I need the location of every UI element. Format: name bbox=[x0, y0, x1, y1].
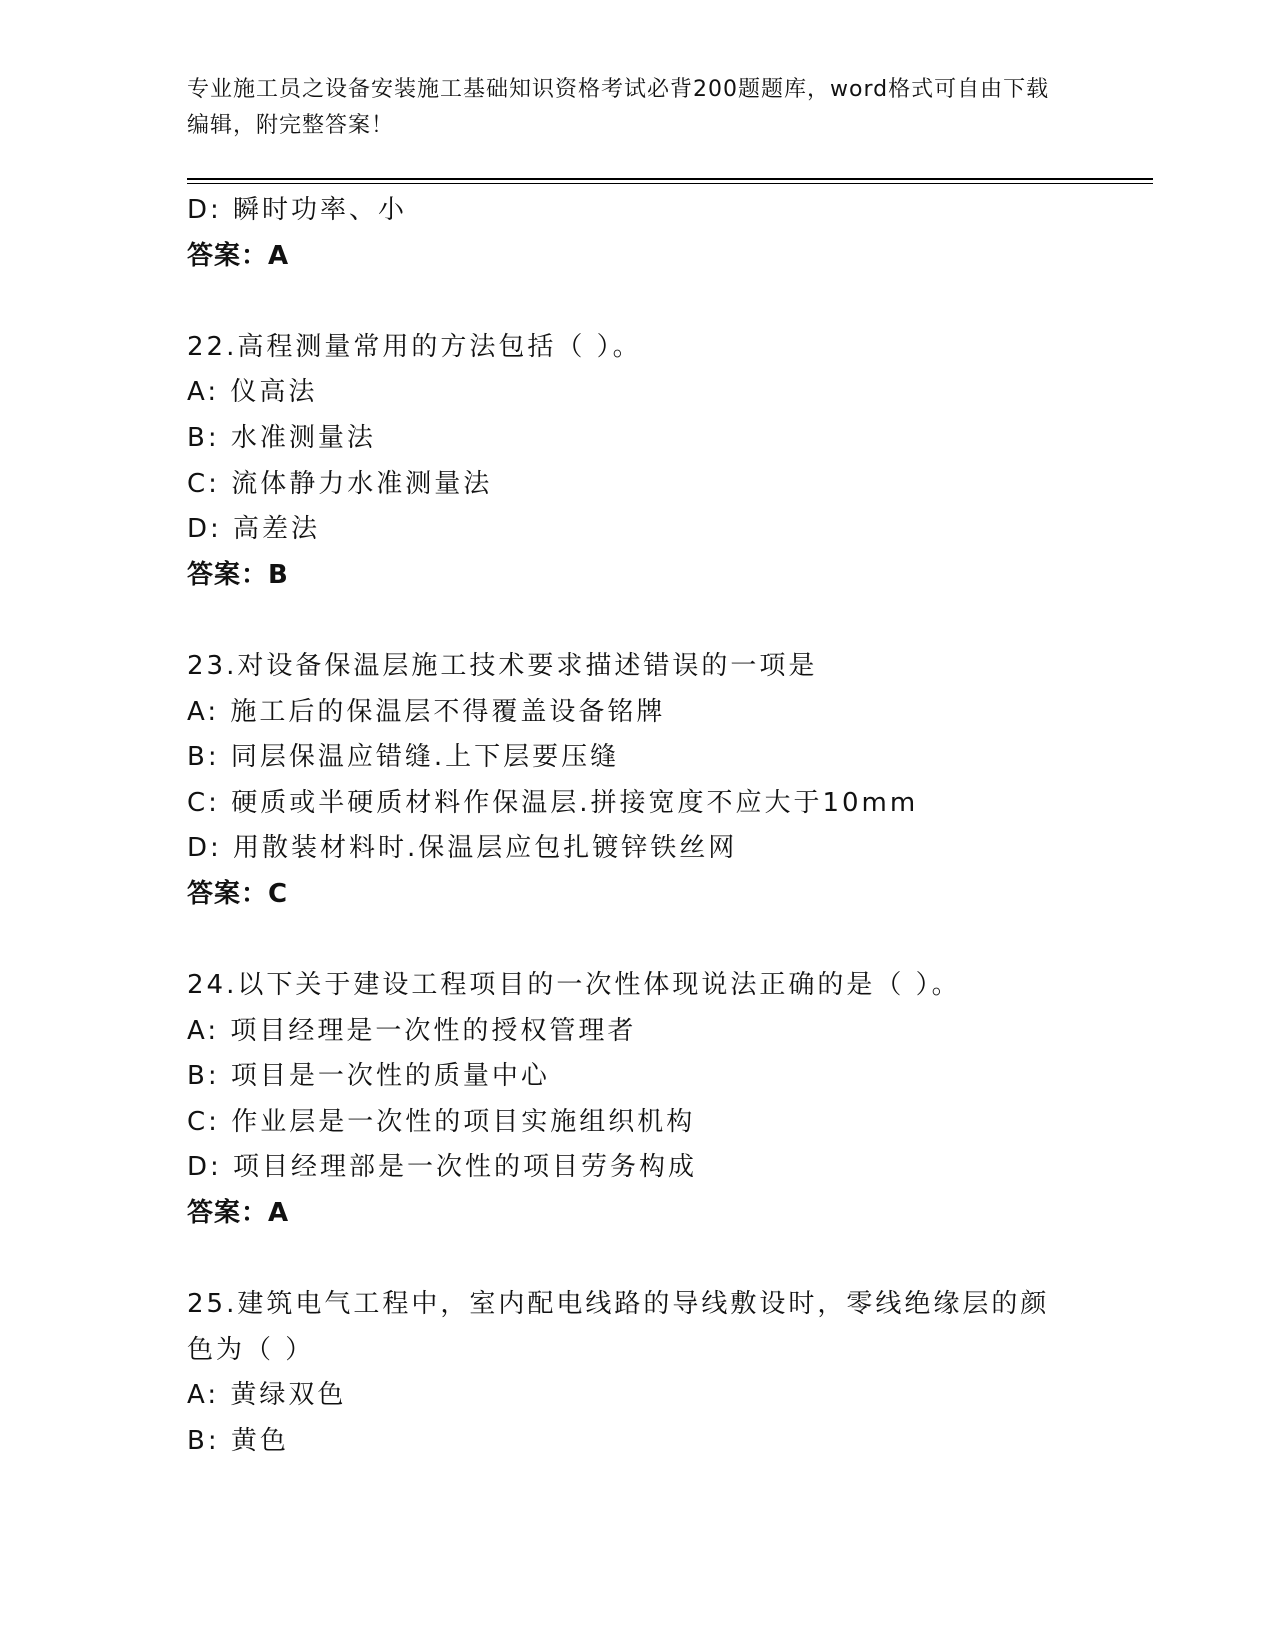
question-24 bbox=[187, 963, 1117, 1237]
option-text: 项目是一次性的质量中心 bbox=[230, 1061, 550, 1092]
question-21-tail bbox=[187, 188, 1117, 279]
option-c bbox=[187, 462, 1117, 508]
option-label: B: bbox=[187, 1426, 220, 1457]
option-label: A: bbox=[187, 696, 220, 727]
answer-line bbox=[187, 234, 1117, 280]
option-label: B: bbox=[187, 1061, 220, 1092]
option-label: C: bbox=[187, 787, 220, 818]
option-label: B: bbox=[187, 422, 220, 453]
option-text: 同层保温应错缝.上下层要压缝 bbox=[230, 742, 620, 773]
answer-label: 答案： bbox=[187, 559, 269, 590]
option-b bbox=[187, 416, 1117, 462]
option-text: 黄色 bbox=[230, 1426, 289, 1457]
option-text: 项目经理部是一次性的项目劳务构成 bbox=[233, 1152, 698, 1183]
header-divider-thick bbox=[187, 178, 1153, 180]
question-25 bbox=[187, 1282, 1117, 1464]
answer-value: A bbox=[268, 240, 290, 271]
option-text: 瞬时功率、小 bbox=[233, 195, 408, 225]
answer-value: A bbox=[268, 1198, 290, 1229]
answer-label: 答案： bbox=[187, 1198, 269, 1229]
option-label: C: bbox=[187, 468, 220, 499]
option-b bbox=[187, 735, 1117, 781]
option-text: 作业层是一次性的项目实施组织机构 bbox=[231, 1106, 696, 1137]
option-label: D: bbox=[187, 1152, 222, 1183]
option-label: D: bbox=[187, 833, 222, 864]
answer-line bbox=[187, 872, 1117, 918]
question-22 bbox=[187, 325, 1117, 599]
option-a bbox=[187, 690, 1117, 736]
answer-value: C bbox=[268, 878, 289, 909]
option-text: 硬质或半硬质材料作保温层.拼接宽度不应大于10mm bbox=[231, 787, 919, 818]
question-stem: 25.建筑电气工程中，室内配电线路的导线敷设时，零线绝缘层的颜色为（ ） bbox=[187, 1289, 1050, 1365]
answer-value: B bbox=[268, 559, 289, 590]
question-stem: 22.高程测量常用的方法包括（ ）。 bbox=[187, 331, 642, 362]
option-text: 施工后的保温层不得覆盖设备铭牌 bbox=[230, 696, 666, 727]
option-label: C: bbox=[187, 1106, 220, 1137]
option-a bbox=[187, 370, 1117, 416]
document-header: 专业施工员之设备安装施工基础知识资格考试必背200题题库，word格式可自由下载编辑，附完整答案！ bbox=[187, 77, 1050, 138]
option-label: D: bbox=[187, 195, 222, 225]
option-label: B: bbox=[187, 742, 220, 773]
header-divider-thin bbox=[187, 183, 1153, 184]
document-body bbox=[187, 188, 1117, 1465]
option-text: 流体静力水准测量法 bbox=[231, 468, 493, 499]
option-a bbox=[187, 1009, 1117, 1055]
option-text: 用散装材料时.保温层应包扎镀锌铁丝网 bbox=[233, 833, 738, 864]
option-d bbox=[187, 826, 1117, 872]
option-d bbox=[187, 507, 1117, 553]
option-text: 项目经理是一次性的授权管理者 bbox=[230, 1015, 637, 1046]
option-b bbox=[187, 1419, 1117, 1465]
option-text: 仪高法 bbox=[230, 377, 318, 408]
answer-label: 答案： bbox=[187, 878, 269, 909]
option-text: 水准测量法 bbox=[230, 422, 376, 453]
option-label: D: bbox=[187, 514, 222, 545]
option-d bbox=[187, 1145, 1117, 1191]
answer-line bbox=[187, 553, 1117, 599]
option-d bbox=[187, 188, 1117, 234]
option-c bbox=[187, 1100, 1117, 1146]
answer-line bbox=[187, 1191, 1117, 1237]
option-label: A: bbox=[187, 1015, 220, 1046]
question-23 bbox=[187, 644, 1117, 918]
option-text: 黄绿双色 bbox=[230, 1380, 347, 1411]
option-label: A: bbox=[187, 1380, 220, 1411]
question-stem: 24.以下关于建设工程项目的一次性体现说法正确的是（ ）。 bbox=[187, 970, 961, 1001]
answer-label: 答案： bbox=[187, 240, 269, 271]
option-label: A: bbox=[187, 377, 220, 408]
option-a bbox=[187, 1373, 1117, 1419]
question-stem: 23.对设备保温层施工技术要求描述错误的一项是 bbox=[187, 650, 818, 681]
option-b bbox=[187, 1054, 1117, 1100]
option-c bbox=[187, 781, 1117, 827]
option-text: 高差法 bbox=[233, 514, 321, 545]
